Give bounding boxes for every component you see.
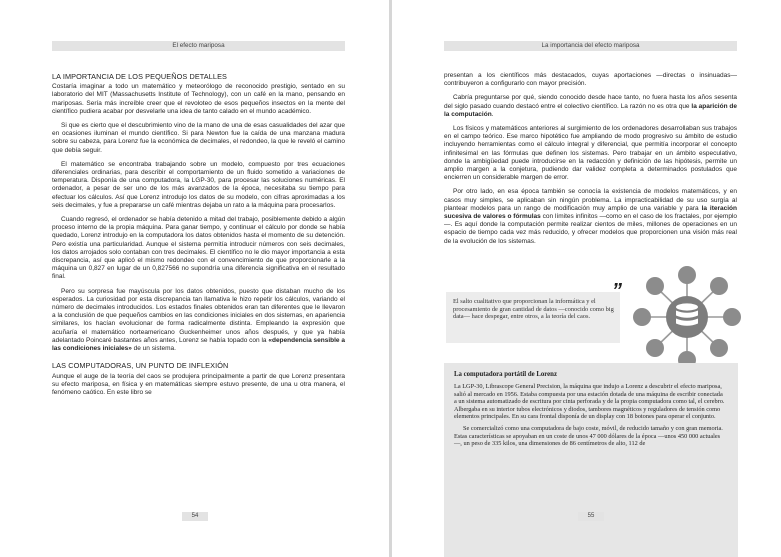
paragraph [444,94,737,119]
paragraph-text: . [491,110,494,118]
paragraph-text: con límites infinitos —como en el caso de los fractales, por ejemplo—. Es aquí donde la computación permite realizar cientos de miles, millones de operaciones en un espacio de tiempo cada vez más reducido, y ofrecer modelos que proporcionen una visión más real de la evolución de los sistemas. [444,213,737,245]
paragraph: Cuando regresó, el ordenador se había detenido a mitad del trabajo, posiblemente debido a algún proceso interno de la propia máquina. Para ganar tiempo, y continuar el cálculo por donde se había quedado, Lorenz introdujo en la computadora los datos obtenidos hasta el momento de su detención. Pero existía una particularidad. Aunque el sistema permitía introducir números con seis decimales, los datos arrojados solo contaban con tres decimales. El científico no le dio mayor importancia a esta discrepancia, así que aplicó el mismo redondeo con el convencimiento de que proporcionarle a la máquina un 0,827 en lugar de un 0,827566 no supondría una diferencia significativa en el resultado final. [52,216,345,281]
running-head-right: La importancia del efecto mariposa [444,41,737,51]
running-head-left: El efecto mariposa [52,41,345,51]
paragraph-text: Pero su sorpresa fue mayúscula por los datos obtenidos, puesto que distaban mucho de los esperados. La curiosidad por esta discrepancia tan llamativa le hizo repetir los cálculos, variando el número de decimales introducidos. Los estados finales obtenidos eran tan diferentes que le llevaron a la conclusión de que pequeños cambios en las condiciones iniciales en dos sistemas, en apariencia similares, los hacían evolucionar de forma radicalmente distinta. Empleando la expresión que acuñaría el matemático norteamericano Guckenheimer unos años después, y que ya había adelantado Poincaré bastantes años antes, Lorenz se había topado con la [52,287,345,344]
paragraph-text: Por otro lado, en esa época también se conocía la existencia de modelos matemáticos, y en casos muy simples, se aplicaban sin ningún problema. La impracticabilidad de su uso surgía al plantear modelos para un rango de modificación muy amplio de una variable y para [444,188,737,212]
paragraph: Los físicos y matemáticos anteriores al surgimiento de los ordenadores desarrollaban sus trabajos en el campo teórico. Ese marco hipotético fue ampliando de modo progresivo su ámbito de estudio incluyendo herramientas como el cálculo integral y diferencial, que permitía incorporar el concepto infinitesimal en las fórmulas que definen los sistemas. Pero trabajar en un ámbito especulativo, donde la ambigüedad puede introducirse en la redacción y definición de las hipótesis, permite un amplio margen a la conjetura, pudiendo dar validez completa a determinados postulados que encierren un considerable margen de error. [444,125,737,182]
paragraph-text: Cabría preguntarse por qué, siendo conocido desde hace tanto, no fuera hasta los años sesenta del siglo pasado cuando destacó entre el colectivo científico. La razón no es otra que [444,94,737,110]
left-text-column [52,73,345,403]
bold-phrase: «dependencia sensible a las condiciones iniciales» [52,336,345,353]
paragraph-text: de un sistema. [131,345,176,353]
right-text-column [444,72,737,252]
sidebar-paragraph: La LGP-30, Librascope General Precision, la máquina que indujo a Lorenz a descubrir el efecto mariposa, salió al mercado en 1956. Estaba compuesta por una estación dotada de una máquina de escribir conectada a un sistema automatizado de escritura por cinta perforada y de la propia computadora como tal, el cerebro. Albergaba en su interior tubos electrónicos y diodos, tambores magnéticos y reguladores de tensión como elementos principales. En su cara frontal disponía de un display con 18 botones para operar el conjunto. [454,383,725,421]
page-number-right: 55 [578,512,604,521]
paragraph: Aunque el auge de la teoría del caos se produjera principalmente a partir de que Lorenz presentara su efecto mariposa, en física y en matemáticas siempre estuvo presente, de una u otra manera, el fenómeno caótico. En este libro se [52,372,345,396]
paragraph [52,288,345,354]
pull-quote: El salto cualitativo que proporcionan la informática y el procesamiento de gran cantidad de datos —conocido como big data— hace despegar, entre otros, a la teoría del caos. [446,292,620,343]
bold-phrase: la iteración sucesiva de valores o fórmulas [444,204,737,221]
paragraph: presentan a los científicos más destacados, cuyas aportaciones —directas o insinuadas— contribuyeron a configurarlo con mayor precisión. [444,72,737,88]
sidebar-title: La computadora portátil de Lorenz [454,371,557,378]
page-number-left: 54 [182,512,208,521]
paragraph: El matemático se encontraba trabajando sobre un modelo, compuesto por tres ecuaciones diferenciales ordinarias, para describir el comportamiento de un fluido sometido a variaciones de temperatura. Disponía de una computadora, la LGP-30, para procesar las soluciones numéricas. El ordenador, a pesar de ser uno de los más avanzados de la época, necesitaba su tiempo para efectuar los cálculos. Así que Lorenz introdujo los datos de su modelo, con cifras aproximadas a los seis decimales, y fue a prepararse un café mientras dejaba un rato a la máquina para procesarlos. [52,160,345,209]
right-page [392,0,781,557]
sidebar-box-lgp30 [444,363,738,557]
sidebar-paragraph: Se comercializó como una computadora de bajo coste, móvil, de reducido tamaño y con gran memoria. Estas características se apoyaban en un coste de unos 47 000 dólares de la época —unos 450 000 actuales—, un peso de 335 kilos, una dimensiones de 86 centímetros de alto, 112 de [454,424,723,448]
section-heading-computers: LAS COMPUTADORAS, UN PUNTO DE INFLEXIÓN [52,361,229,371]
paragraph [444,188,737,245]
bold-phrase: la aparición de la computación [444,102,737,118]
paragraph: Costaría imaginar a todo un matemático y meteorólogo de reconocido prestigio, sentado en su laboratorio del MIT (Massachusetts Institute of Technology), con un café en la mano, pensando en mariposas. Sería más increíble creer que el revoloteo de esos pequeños insectos en la mente del científico pudiera acabar por desvelarle una idea de tanto calado en el mundo académico. [52,83,345,115]
quote-mark-icon: ” [612,280,619,302]
section-heading-details: LA IMPORTANCIA DE LOS PEQUEÑOS DETALLES [52,72,228,81]
paragraph: Si que es cierto que el descubrimiento vino de la mano de una de esas casualidades del azar que en ocasiones iluminan el mundo científico. Si para Newton fue la caída de una manzana madura sobre su cabeza, para Lorenz fue la económica de decimales, el redondeo, la que le reveló el camino que debía seguir. [52,122,345,154]
database-network-icon [628,263,746,371]
left-page [0,0,389,557]
